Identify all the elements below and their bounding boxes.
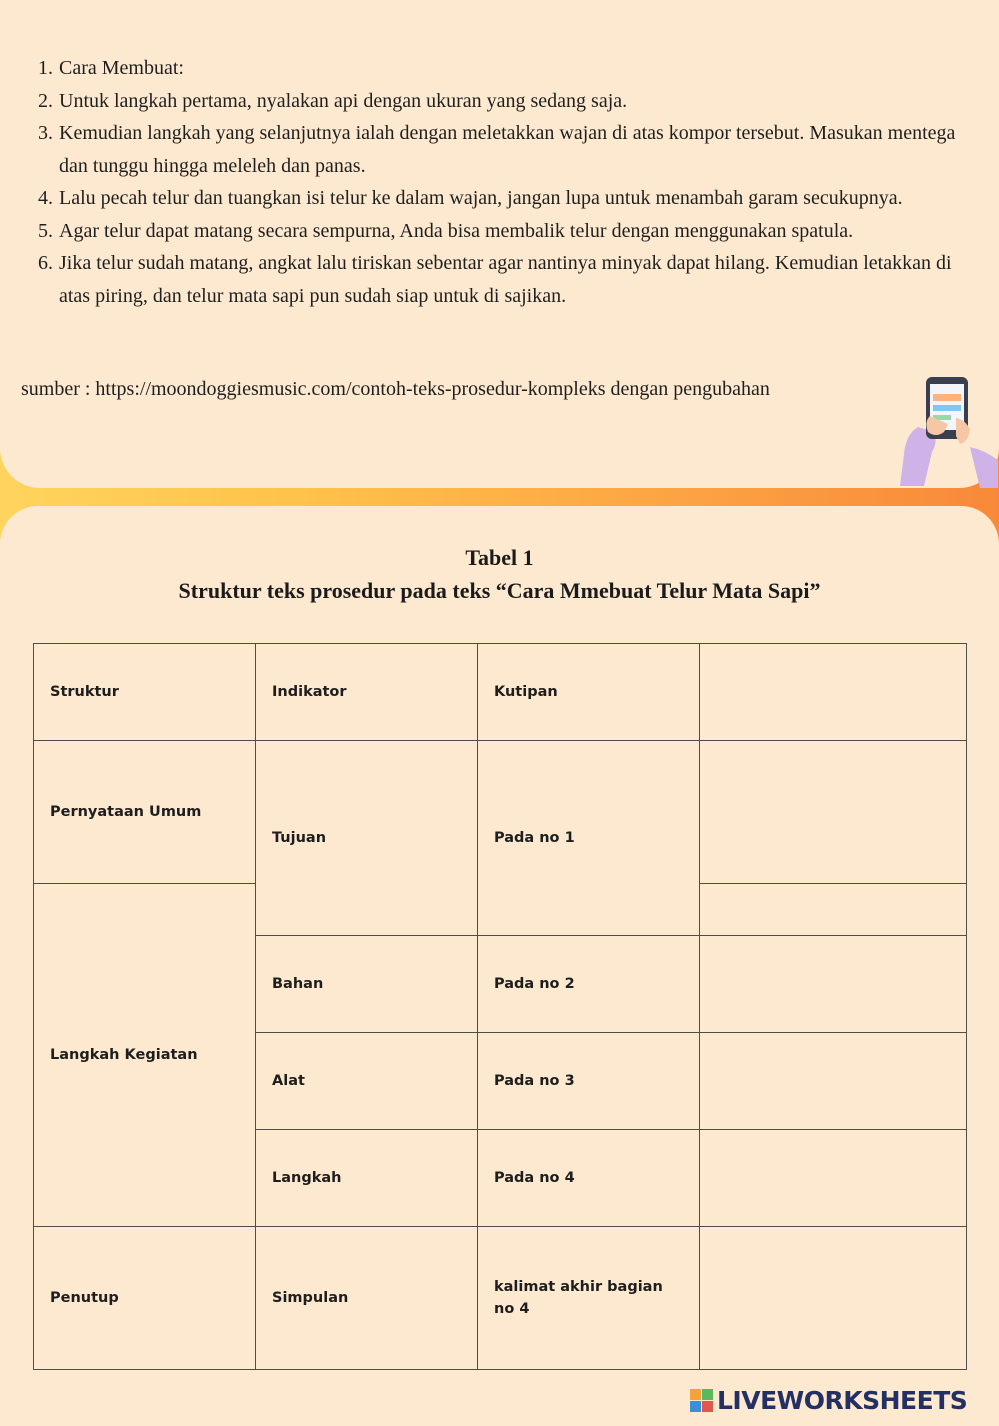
table-subtitle: Struktur teks prosedur pada teks “Cara Mmebuat Telur Mata Sapi”: [178, 578, 821, 603]
header-struktur: Struktur: [34, 644, 256, 741]
header-kutipan: Kutipan: [478, 644, 700, 741]
step-item: 3. Kemudian langkah yang selanjutnya ialah dengan meletakkan wajan di atas kompor tersebut. Masukan mentega dan tunggu hingga meleleh dan panas.: [38, 122, 956, 177]
step-item: 2. Untuk langkah pertama, nyalakan api dengan ukuran yang sedang saja.: [38, 89, 628, 112]
procedure-structure-table: [33, 643, 967, 1370]
answer-cell[interactable]: [700, 884, 967, 936]
cell-quote-langkah: Pada no 4: [478, 1130, 700, 1227]
cell-tujuan: Tujuan: [256, 741, 478, 936]
liveworksheets-logo: [690, 1384, 967, 1416]
answer-cell[interactable]: [700, 936, 967, 1033]
cell-pernyataan-umum: Pernyataan Umum: [34, 741, 256, 884]
cell-quote-simpulan: kalimat akhir bagian no 4: [478, 1227, 700, 1370]
brand-name: LIVEWORKSHEETS: [717, 1385, 968, 1415]
cell-bahan: Bahan: [256, 936, 478, 1033]
table-header-row: [34, 644, 967, 741]
procedure-steps-list: [38, 52, 978, 312]
cell-alat: Alat: [256, 1033, 478, 1130]
logo-grid-icon: [690, 1389, 713, 1412]
cell-simpulan: Simpulan: [256, 1227, 478, 1370]
answer-cell[interactable]: [700, 644, 967, 741]
table-row: [34, 741, 967, 884]
answer-cell[interactable]: [700, 1227, 967, 1370]
cell-quote-alat: Pada no 3: [478, 1033, 700, 1130]
cell-langkah-kegiatan: Langkah Kegiatan: [34, 884, 256, 1227]
answer-cell[interactable]: [700, 1130, 967, 1227]
step-item: 5. Agar telur dapat matang secara sempurna, Anda bisa membalik telur dengan menggunakan spatula.: [38, 219, 854, 242]
table-title: Tabel 1: [465, 545, 534, 570]
step-item: 1. Cara Membuat:: [38, 57, 184, 79]
step-item: 4. Lalu pecah telur dan tuangkan isi telur ke dalam wajan, jangan lupa untuk menambah garam secukupnya.: [38, 187, 903, 209]
source-citation: sumber : https://moondoggiesmusic.com/contoh-teks-prosedur-kompleks dengan pengubahan: [21, 378, 770, 400]
header-indikator: Indikator: [256, 644, 478, 741]
step-item: 6. Jika telur sudah matang, angkat lalu tiriskan sebentar agar nantinya minyak dapat hilang. Kemudian letakkan di atas piring, dan telur mata sapi pun sudah siap untuk di sajikan.: [38, 252, 952, 307]
answer-cell[interactable]: [700, 1033, 967, 1130]
cell-penutup: Penutup: [34, 1227, 256, 1370]
table-row: [34, 1227, 967, 1370]
cell-quote-tujuan: Pada no 1: [478, 741, 700, 936]
answer-cell[interactable]: [700, 741, 967, 884]
hand-holding-phone-icon: [898, 372, 999, 488]
cell-quote-bahan: Pada no 2: [478, 936, 700, 1033]
cell-langkah: Langkah: [256, 1130, 478, 1227]
